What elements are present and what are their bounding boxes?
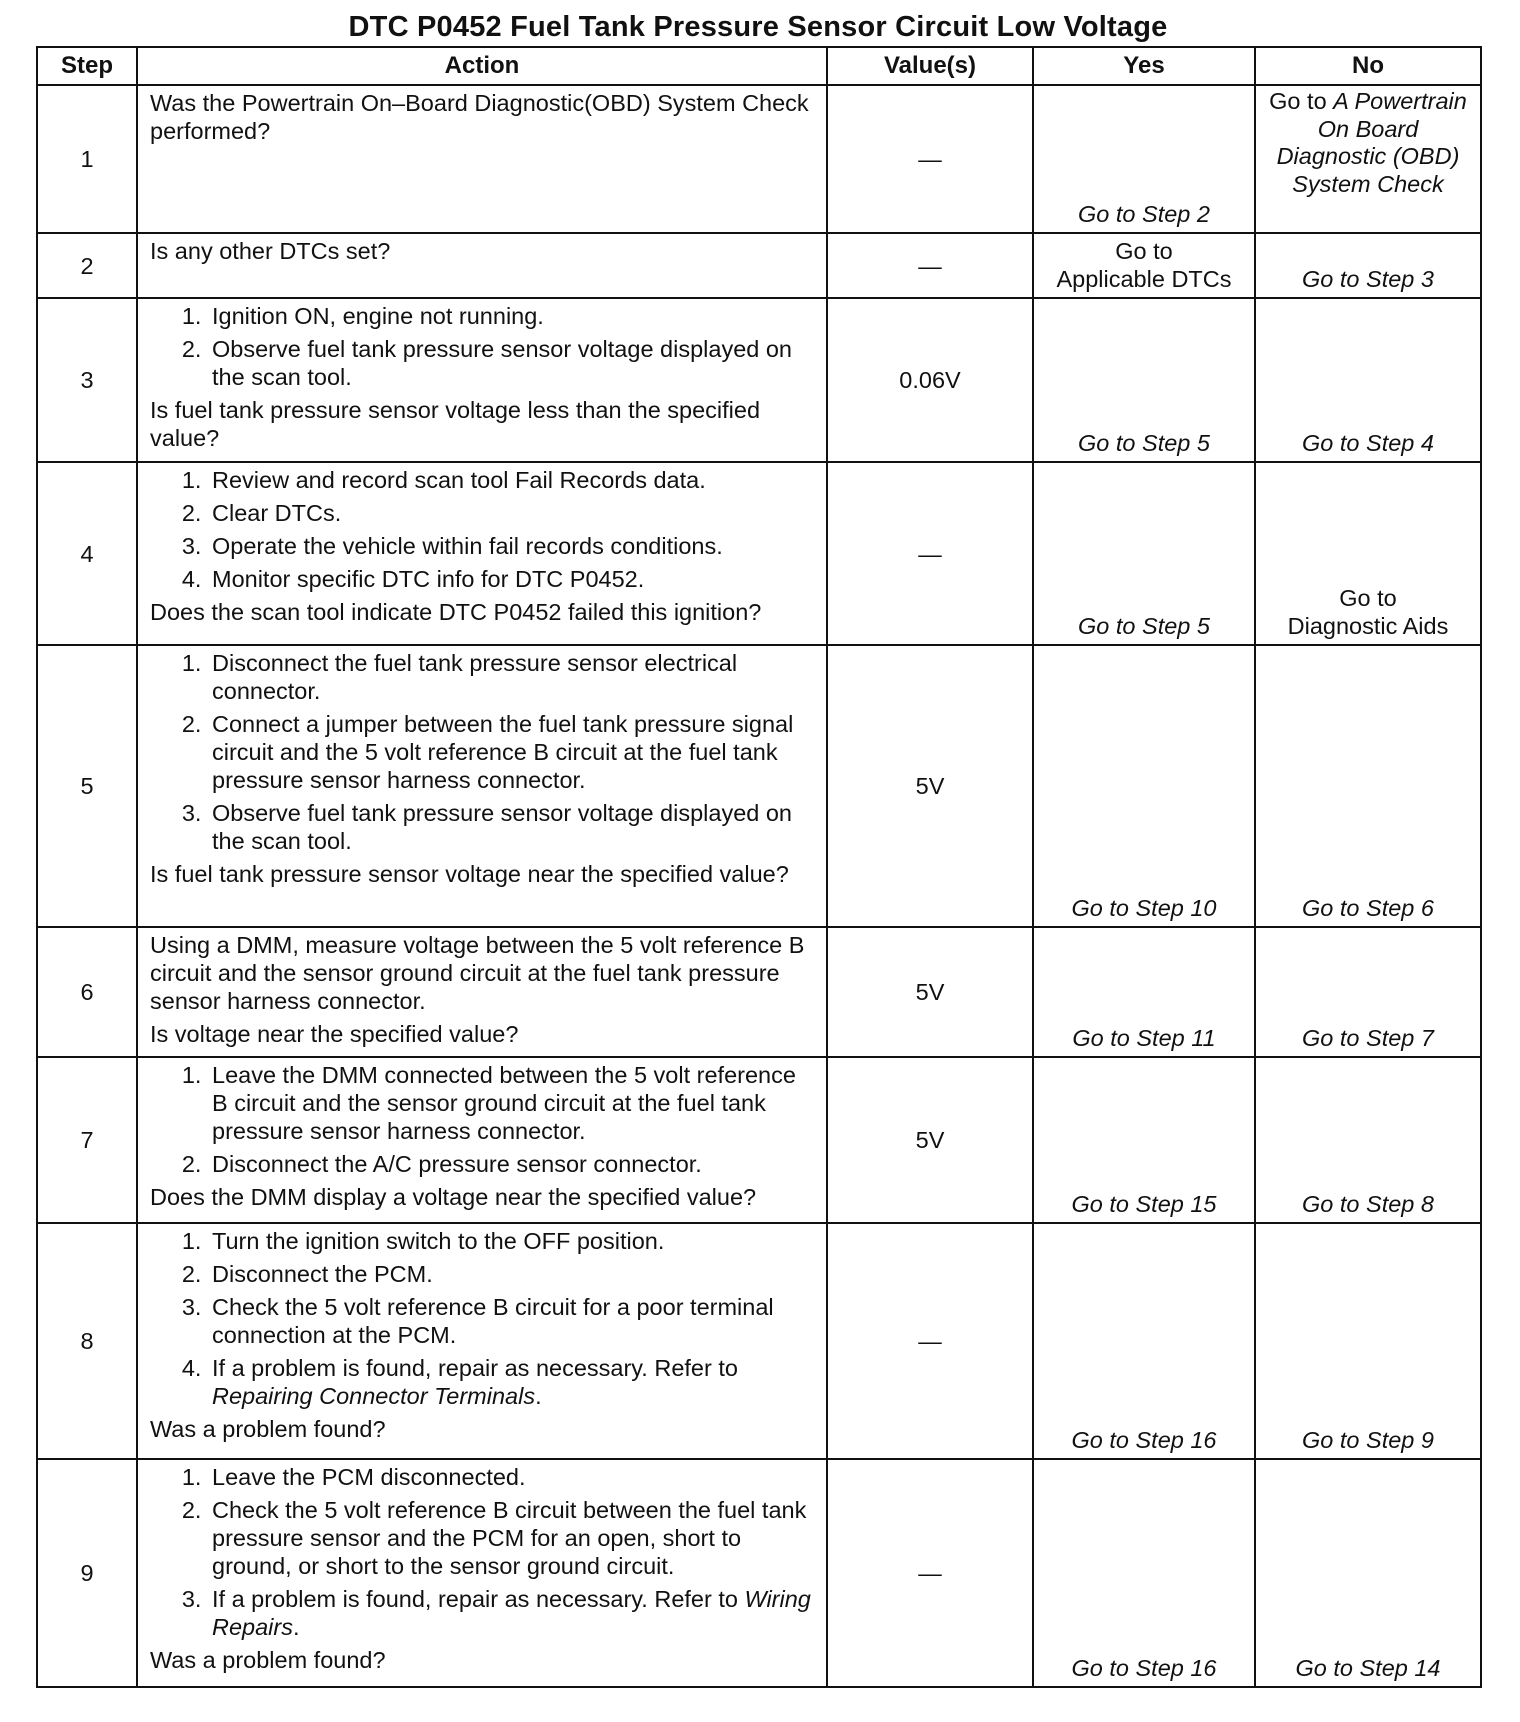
- no-cell: [1255, 85, 1481, 233]
- action-step-item: 2. Check the 5 volt reference B circuit between the fuel tank pressure sensor and the PCM for an open, short to ground, or short to the sensor ground circuit.: [208, 1496, 818, 1580]
- step-number: 7: [37, 1057, 137, 1223]
- table-row: [37, 233, 1481, 298]
- yes-cell: Go to Step 2: [1033, 85, 1255, 233]
- action-step-item: 2. Observe fuel tank pressure sensor voltage displayed on the scan tool.: [208, 335, 818, 391]
- no-cell: Go to Step 7: [1255, 927, 1481, 1057]
- no-prefix: Go to: [1269, 88, 1334, 114]
- action-step-item: 1. Turn the ignition switch to the OFF position.: [208, 1227, 818, 1255]
- action-question: Was the Powertrain On–Board Diagnostic(OBD) System Check performed?: [150, 90, 809, 144]
- step-number: 4: [37, 462, 137, 645]
- action-steps: [150, 1463, 818, 1641]
- table-row: [37, 85, 1481, 233]
- value-cell: —: [827, 1459, 1033, 1687]
- value-cell: —: [827, 1223, 1033, 1459]
- step-number: 9: [37, 1459, 137, 1687]
- step-number: 3: [37, 298, 137, 462]
- value-cell: 5V: [827, 645, 1033, 927]
- yes-cell: Go to Step 16: [1033, 1459, 1255, 1687]
- action-steps: [150, 466, 818, 593]
- header-values: Value(s): [827, 47, 1033, 85]
- action-question: Is any other DTCs set?: [150, 238, 391, 264]
- no-link: A Powertrain On Board Diagnostic (OBD) System Check: [1276, 88, 1467, 197]
- action-step-item: 1. Review and record scan tool Fail Records data.: [208, 466, 818, 494]
- action-question: Does the DMM display a voltage near the specified value?: [150, 1184, 757, 1210]
- no-cell: Go to Step 14: [1255, 1459, 1481, 1687]
- action-text: Using a DMM, measure voltage between the 5 volt reference B circuit and the sensor ground circuit at the fuel tank pressure sensor harness connector.: [150, 932, 805, 1014]
- action-step-item: 1. Disconnect the fuel tank pressure sensor electrical connector.: [208, 649, 818, 705]
- value-cell: 5V: [827, 927, 1033, 1057]
- table-row: [37, 1223, 1481, 1459]
- no-cell: Go to Step 4: [1255, 298, 1481, 462]
- action-step-text: If a problem is found, repair as necessary. Refer to: [212, 1355, 738, 1381]
- no-line-1: Go to: [1339, 585, 1397, 611]
- step-number: 8: [37, 1223, 137, 1459]
- yes-cell: Go to Step 5: [1033, 298, 1255, 462]
- action-step-text: If a problem is found, repair as necessary. Refer to: [212, 1586, 745, 1612]
- action-steps: [150, 1227, 818, 1410]
- table-row: [37, 927, 1481, 1057]
- yes-cell: Go to Step 15: [1033, 1057, 1255, 1223]
- action-steps: [150, 1061, 818, 1178]
- action-steps: [150, 302, 818, 391]
- header-no: No: [1255, 47, 1481, 85]
- diagnostic-page: [36, 8, 1480, 1688]
- reference-link: Wiring Repairs: [212, 1586, 811, 1640]
- value-cell: —: [827, 85, 1033, 233]
- action-step-item: 3. If a problem is found, repair as necessary. Refer to Wiring Repairs.: [208, 1585, 818, 1641]
- step-number: 2: [37, 233, 137, 298]
- action-cell: [137, 233, 827, 298]
- no-cell: Go to Step 6: [1255, 645, 1481, 927]
- action-cell: [137, 1459, 827, 1687]
- no-cell: Go to Step 8: [1255, 1057, 1481, 1223]
- yes-cell: Go to Step 16: [1033, 1223, 1255, 1459]
- action-cell: [137, 462, 827, 645]
- action-step-item: 3. Observe fuel tank pressure sensor voltage displayed on the scan tool.: [208, 799, 818, 855]
- action-step-item: 2. Clear DTCs.: [208, 499, 818, 527]
- diagnostic-table: [36, 46, 1482, 1688]
- header-action: Action: [137, 47, 827, 85]
- action-cell: [137, 645, 827, 927]
- table-row: [37, 462, 1481, 645]
- table-row: [37, 298, 1481, 462]
- yes-cell: Go to Step 5: [1033, 462, 1255, 645]
- action-question: Does the scan tool indicate DTC P0452 failed this ignition?: [150, 599, 762, 625]
- action-step-item: 2. Connect a jumper between the fuel tank pressure signal circuit and the 5 volt reference B circuit at the fuel tank pressure sensor harness connector.: [208, 710, 818, 794]
- step-number: 1: [37, 85, 137, 233]
- value-cell: 0.06V: [827, 298, 1033, 462]
- action-cell: [137, 927, 827, 1057]
- yes-cell: Go to Step 11: [1033, 927, 1255, 1057]
- action-step-item: 3. Check the 5 volt reference B circuit for a poor terminal connection at the PCM.: [208, 1293, 818, 1349]
- header-yes: Yes: [1033, 47, 1255, 85]
- value-cell: —: [827, 462, 1033, 645]
- step-number: 5: [37, 645, 137, 927]
- action-question: Is voltage near the specified value?: [150, 1021, 519, 1047]
- yes-cell: Go to Step 10: [1033, 645, 1255, 927]
- no-cell: [1255, 462, 1481, 645]
- no-line-2: Diagnostic Aids: [1287, 613, 1449, 639]
- action-step-item: 4. If a problem is found, repair as necessary. Refer to Repairing Connector Terminals.: [208, 1354, 818, 1410]
- action-question: Is fuel tank pressure sensor voltage near the specified value?: [150, 861, 789, 887]
- action-cell: [137, 1057, 827, 1223]
- table-row: [37, 1057, 1481, 1223]
- table-header-row: [37, 47, 1481, 85]
- action-question: Was a problem found?: [150, 1647, 386, 1673]
- table-row: [37, 645, 1481, 927]
- value-cell: —: [827, 233, 1033, 298]
- yes-line-1: Go to: [1115, 238, 1173, 264]
- action-question: Was a problem found?: [150, 1416, 386, 1442]
- action-cell: [137, 85, 827, 233]
- action-step-item: 4. Monitor specific DTC info for DTC P0452.: [208, 565, 818, 593]
- action-question: Is fuel tank pressure sensor voltage less than the specified value?: [150, 397, 761, 451]
- page-title: DTC P0452 Fuel Tank Pressure Sensor Circuit Low Voltage: [348, 11, 1168, 43]
- header-step: Step: [37, 47, 137, 85]
- action-cell: [137, 1223, 827, 1459]
- action-step-item: 3. Operate the vehicle within fail records conditions.: [208, 532, 818, 560]
- no-cell: Go to Step 3: [1255, 233, 1481, 298]
- table-row: [37, 1459, 1481, 1687]
- no-cell: Go to Step 9: [1255, 1223, 1481, 1459]
- action-step-item: 1. Leave the PCM disconnected.: [208, 1463, 818, 1491]
- action-step-item: 2. Disconnect the PCM.: [208, 1260, 818, 1288]
- yes-cell: [1033, 233, 1255, 298]
- action-step-item: 1. Ignition ON, engine not running.: [208, 302, 818, 330]
- action-step-item: 1. Leave the DMM connected between the 5 volt reference B circuit and the sensor ground circuit at the fuel tank pressure sensor harness connector.: [208, 1061, 818, 1145]
- action-step-item: 2. Disconnect the A/C pressure sensor connector.: [208, 1150, 818, 1178]
- reference-link: Repairing Connector Terminals: [212, 1383, 536, 1409]
- yes-line-2: Applicable DTCs: [1056, 266, 1232, 292]
- step-number: 6: [37, 927, 137, 1057]
- value-cell: 5V: [827, 1057, 1033, 1223]
- action-cell: [137, 298, 827, 462]
- action-steps: [150, 649, 818, 855]
